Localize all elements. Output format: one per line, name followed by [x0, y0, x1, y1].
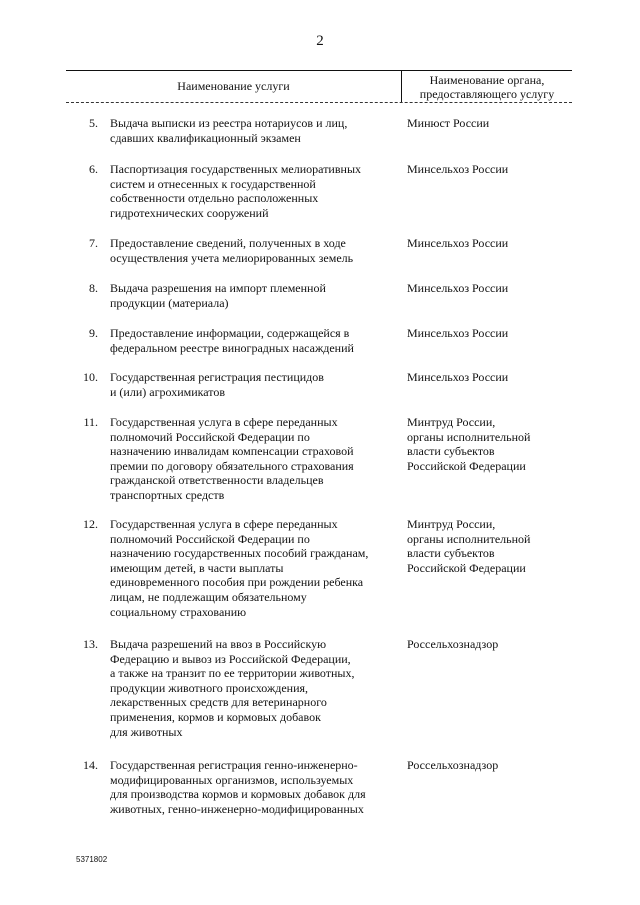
- row-number: 14.: [83, 758, 98, 772]
- organization-name-line: Минсельхоз России: [407, 370, 509, 384]
- row-number: 10.: [83, 370, 98, 384]
- service-name-line: Государственная услуга в сфере переданных: [110, 517, 338, 531]
- header-org-line: предоставляющего услугу: [419, 87, 555, 101]
- page-number: 2: [316, 33, 324, 49]
- service-name-line: Выдача разрешения на импорт племенной: [110, 281, 326, 295]
- organization-name-line: органы исполнительной: [407, 429, 531, 444]
- service-name-line: лекарственных средств для ветеринарного: [110, 695, 327, 710]
- service-name-line: для животных: [110, 724, 183, 739]
- service-name-line: продукции животного происхождения,: [110, 680, 309, 695]
- service-name: [110, 281, 400, 310]
- service-name-line: и (или) агрохимикатов: [110, 384, 226, 399]
- document-code: 5371802: [76, 855, 108, 864]
- service-name-line: применения, кормов и кормовых добавок: [110, 709, 321, 724]
- service-name-line: назначению государственных пособий гражданам,: [110, 546, 369, 561]
- header-service-column: Наименование услуги: [177, 79, 290, 93]
- service-name: [110, 326, 400, 355]
- service-name: [110, 162, 400, 220]
- service-name-line: для производства кормов и кормовых добавок для: [110, 787, 366, 802]
- row-number: 13.: [83, 637, 98, 651]
- service-name-line: Выдача выписки из реестра нотариусов и лиц,: [110, 116, 348, 130]
- service-name: [110, 758, 400, 816]
- service-name-line: полномочий Российской Федерации по: [110, 531, 310, 546]
- row-number: 6.: [89, 162, 98, 176]
- service-name: [110, 370, 400, 399]
- service-name: [110, 236, 400, 265]
- organization-name: [407, 162, 577, 177]
- service-name-line: Предоставление сведений, полученных в ходе: [110, 236, 346, 250]
- organization-name-line: власти субъектов: [407, 444, 495, 459]
- service-name: [110, 116, 400, 145]
- service-name-line: собственности отдельно расположенных: [110, 191, 319, 206]
- organization-name-line: органы исполнительной: [407, 531, 531, 546]
- service-name-line: транспортных средств: [110, 487, 225, 502]
- service-name: [110, 415, 400, 503]
- service-name: [110, 637, 400, 739]
- organization-name: [407, 326, 577, 341]
- header-org-column: [402, 73, 572, 101]
- organization-name-line: Россельхознадзор: [407, 637, 499, 651]
- service-name-line: осуществления учета мелиорированных земель: [110, 250, 354, 265]
- organization-name-line: власти субъектов: [407, 546, 495, 561]
- service-name-line: полномочий Российской Федерации по: [110, 429, 310, 444]
- organization-name-line: Минсельхоз России: [407, 162, 509, 176]
- service-name: [110, 517, 400, 619]
- organization-name: [407, 637, 577, 652]
- service-name-line: а также на транзит по ее территории животных,: [110, 666, 355, 681]
- organization-name: [407, 236, 577, 251]
- organization-name: [407, 281, 577, 296]
- organization-name: [407, 758, 577, 773]
- service-name-line: модифицированных организмов, используемых: [110, 772, 354, 787]
- organization-name: [407, 370, 577, 385]
- service-name-line: Паспортизация государственных мелиоративных: [110, 162, 362, 176]
- service-name-line: Федерацию и вывоз из Российской Федерации,: [110, 651, 351, 666]
- service-name-line: животных, генно-инженерно-модифицированных: [110, 801, 364, 816]
- organization-name: [407, 517, 577, 575]
- service-name-line: продукции (материала): [110, 295, 229, 310]
- row-number: 11.: [83, 415, 98, 429]
- service-name-line: назначению инвалидам компенсации страховой: [110, 444, 354, 459]
- service-name-line: лицам, не подлежащим обязательному: [110, 589, 307, 604]
- service-name-line: Государственная регистрация пестицидов: [110, 370, 324, 384]
- service-name-line: премии по договору обязательного страхования: [110, 458, 354, 473]
- organization-name-line: Россельхознадзор: [407, 758, 499, 772]
- service-name-line: Предоставление информации, содержащейся в: [110, 326, 350, 340]
- service-name-line: систем и отнесенных к государственной: [110, 176, 316, 191]
- service-name-line: федеральном реестре виноградных насаждений: [110, 340, 354, 355]
- service-name-line: гидротехнических сооружений: [110, 205, 269, 220]
- header-org-line: Наименование органа,: [429, 73, 545, 87]
- organization-name-line: Минсельхоз России: [407, 326, 509, 340]
- row-number: 7.: [89, 236, 98, 250]
- service-name-line: имеющим детей, в части выплаты: [110, 560, 284, 575]
- organization-name-line: Российской Федерации: [407, 458, 526, 473]
- organization-name-line: Минсельхоз России: [407, 281, 509, 295]
- organization-name-line: Минюст России: [407, 116, 490, 130]
- service-name-line: социальному страхованию: [110, 604, 247, 619]
- service-name-line: Государственная услуга в сфере переданных: [110, 415, 338, 429]
- row-number: 5.: [89, 116, 98, 130]
- row-number: 12.: [83, 517, 98, 531]
- organization-name-line: Минтруд России,: [407, 517, 496, 531]
- service-name-line: сдавших квалификационный экзамен: [110, 130, 301, 145]
- row-number: 9.: [89, 326, 98, 340]
- table-header: [66, 70, 572, 103]
- organization-name: [407, 116, 577, 131]
- service-name-line: Государственная регистрация генно-инженерно-: [110, 758, 358, 772]
- organization-name-line: Минсельхоз России: [407, 236, 509, 250]
- organization-name-line: Российской Федерации: [407, 560, 526, 575]
- service-name-line: Выдача разрешений на ввоз в Российскую: [110, 637, 327, 651]
- organization-name: [407, 415, 577, 473]
- row-number: 8.: [89, 281, 98, 295]
- service-name-line: единовременного пособия при рождении ребенка: [110, 575, 364, 590]
- organization-name-line: Минтруд России,: [407, 415, 496, 429]
- service-name-line: гражданской ответственности владельцев: [110, 473, 324, 488]
